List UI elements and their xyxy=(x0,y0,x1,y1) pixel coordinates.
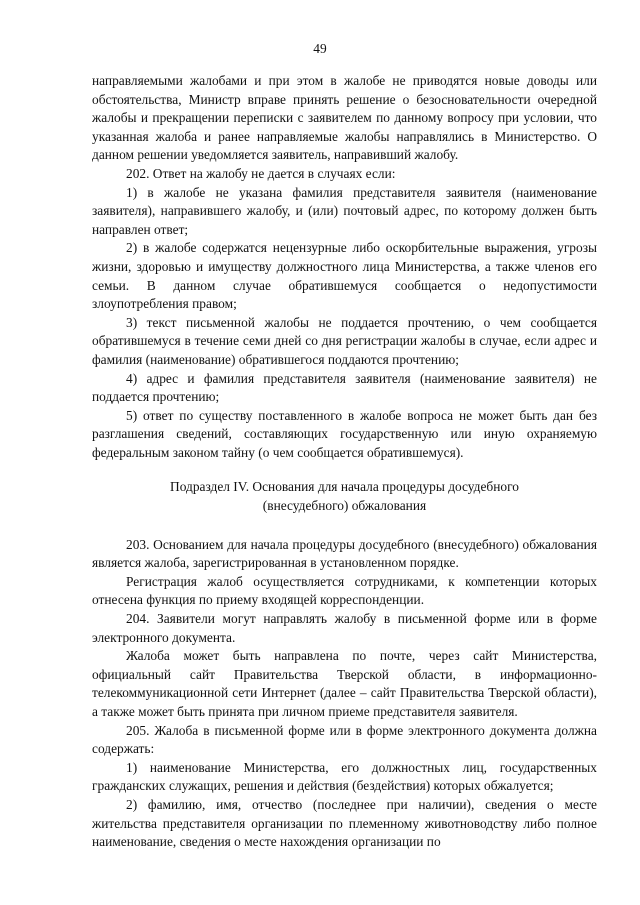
paragraph: 1) в жалобе не указана фамилия представителя заявителя (наименование заявителя), направившего жалобу, и (или) почтовый адрес, по которому должен быть направлен ответ; xyxy=(92,184,597,237)
paragraph: 3) текст письменной жалобы не поддается прочтению, о чем сообщается обратившемуся в течение семи дней со дня регистрации жалобы в случае, если адрес и фамилия (наименование) обратившегося поддаются прочтению; xyxy=(92,314,597,367)
paragraph: 203. Основанием для начала процедуры досудебного (внесудебного) обжалования является жалоба, зарегистрированная в установленном порядке. xyxy=(92,536,597,571)
paragraph: Жалоба может быть направлена по почте, через сайт Министерства, официальный сайт Правительства Тверской области, в информационно-телекоммуникационной сети Интернет (далее – сайт Правительства Тверской области), а также может быть принята при личном приеме представителя заявителя. xyxy=(92,648,597,719)
paragraph: 4) адрес и фамилия представителя заявителя (наименование заявителя) не поддается прочтению; xyxy=(92,370,597,405)
heading-line-2: (внесудебного) обжалования xyxy=(262,498,427,514)
section-top xyxy=(92,72,597,462)
page-number: 49 xyxy=(313,41,327,56)
paragraph: 204. Заявители могут направлять жалобу в письменной форме или в форме электронного документа. xyxy=(92,611,597,645)
paragraph: направляемыми жалобами и при этом в жалобе не приводятся новые доводы или обстоятельства, Министр вправе принять решение о безосновательности очередной жалобы и прекращении переписки с заявителем по данному вопросу при условии, что указанная жалоба и ранее направляемые жалобы направлялись в Министерство. О данном решении уведомляется заявитель, направивший жалобу. xyxy=(92,73,597,163)
paragraph: 2) фамилию, имя, отчество (последнее при наличии), сведения о месте жительства представителя организации по племенному животноводству либо полное наименование, сведения о месте нахождения организации по xyxy=(92,796,597,850)
section-bottom xyxy=(92,536,597,852)
paragraph: 2) в жалобе содержатся нецензурные либо оскорбительные выражения, угрозы жизни, здоровью и имуществу должностного лица Министерства, а также членов его семьи. В данном случае обратившемуся сообщается о недопустимости злоупотребления правом; xyxy=(92,240,597,312)
document-body xyxy=(92,72,597,852)
paragraph: Регистрация жалоб осуществляется сотрудниками, к компетенции которых отнесена функция по приему входящей корреспонденции. xyxy=(92,573,597,608)
paragraph: 5) ответ по существу поставленного в жалобе вопроса не может быть дан без разглашения сведений, составляющих государственную или иную охраняемую федеральным законом тайну (о чем сообщается обратившемуся). xyxy=(92,407,597,460)
paragraph: 1) наименование Министерства, его должностных лиц, государственных гражданских служащих, решения и действия (бездействия) которых обжалуется; xyxy=(92,759,597,794)
paragraph: 202. Ответ на жалобу не дается в случаях если: xyxy=(126,165,396,181)
subsection-heading xyxy=(92,478,597,515)
heading-line-1: Подраздел IV. Основания для начала процедуры досудебного xyxy=(170,479,519,495)
paragraph: 205. Жалоба в письменной форме или в форме электронного документа должна содержать: xyxy=(92,722,597,757)
